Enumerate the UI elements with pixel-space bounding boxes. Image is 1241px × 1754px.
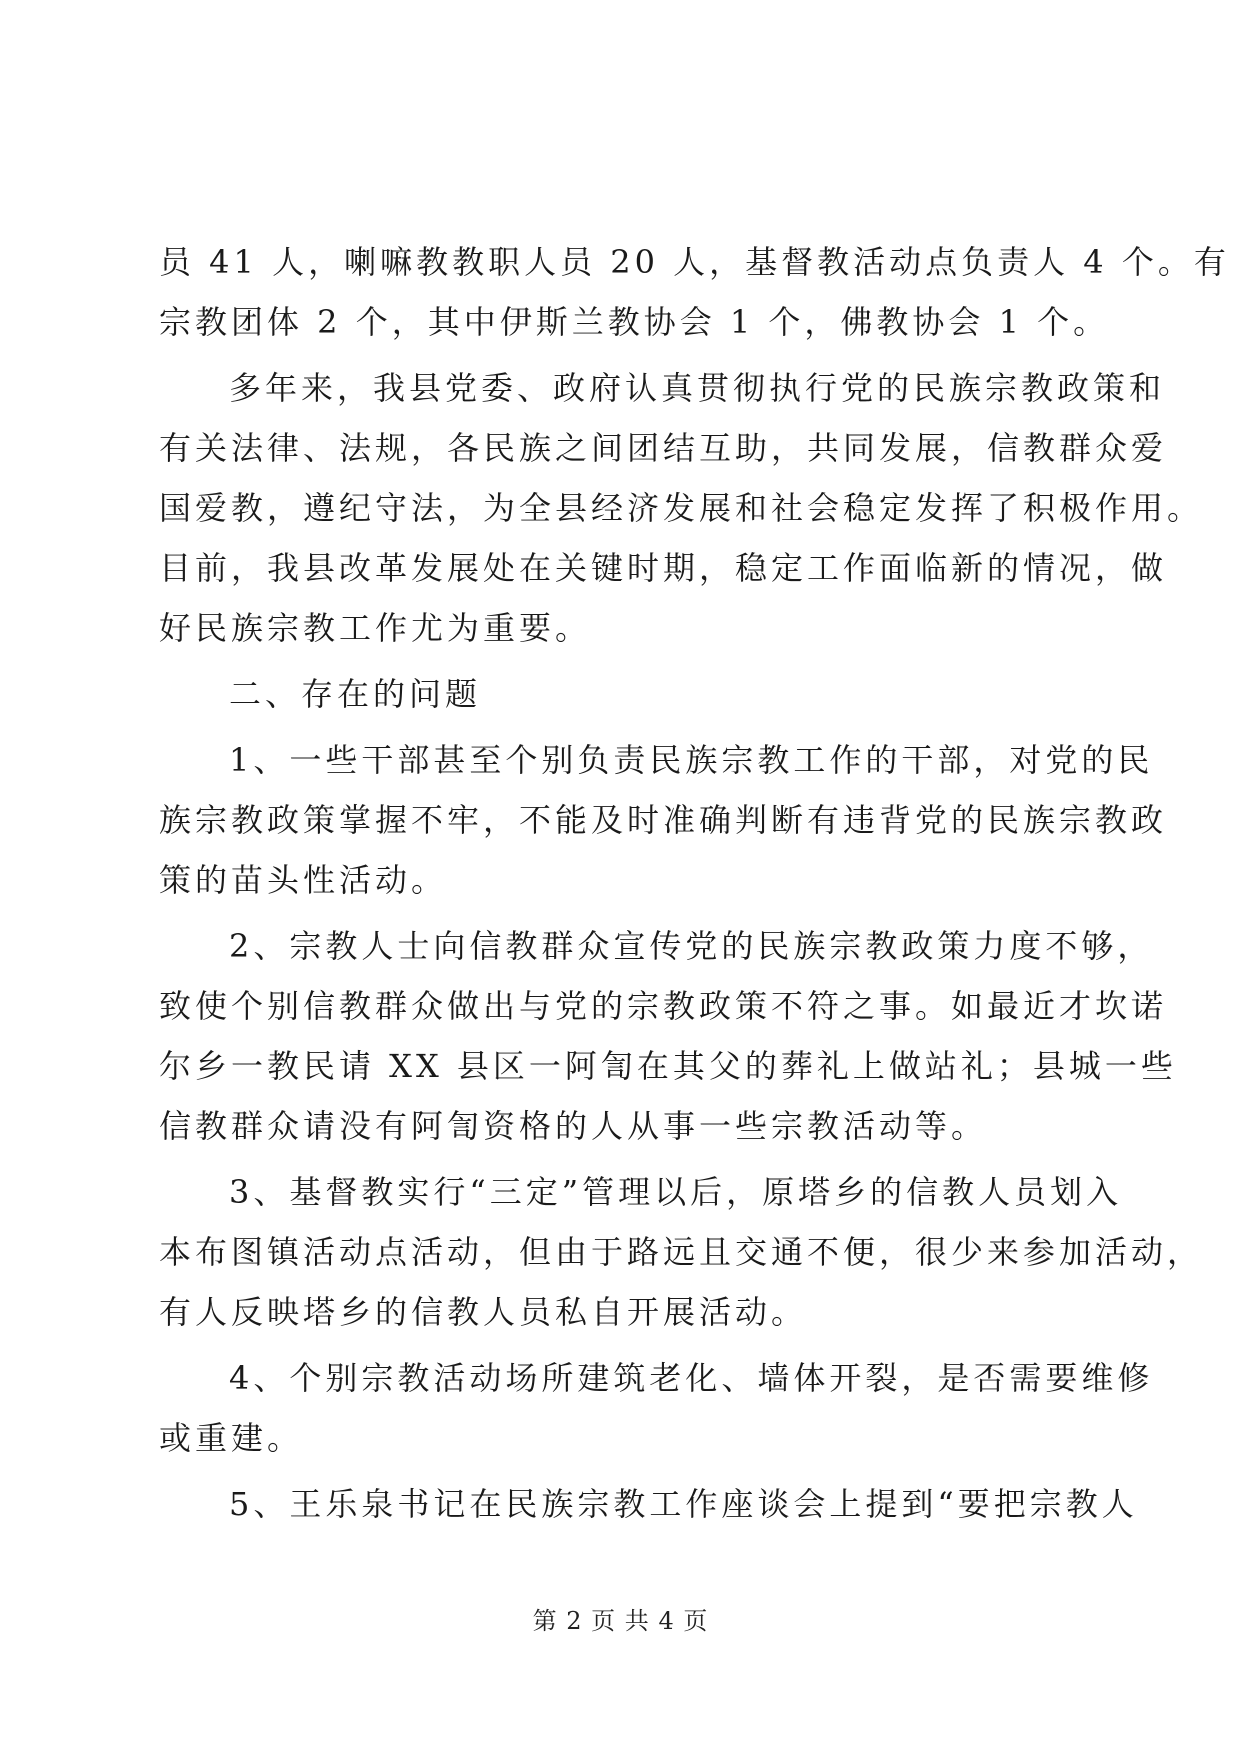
text-line: 本布图镇活动点活动，但由于路远且交通不便，很少来参加活动， (159, 1233, 1204, 1271)
paragraph (159, 1348, 1154, 1468)
text-line: 宗教团体 2 个，其中伊斯兰教协会 1 个，佛教协会 1 个。 (159, 303, 1110, 341)
paragraph (159, 1474, 1138, 1534)
text-line: 4、个别宗教活动场所建筑老化、墙体开裂，是否需要维修 (229, 1359, 1154, 1397)
text-line: 致使个别信教群众做出与党的宗教政策不符之事。如最近才坎诺 (159, 987, 1168, 1025)
text-line: 策的苗头性活动。 (159, 861, 448, 899)
text-line: 尔乡一教民请 XX 县区一阿訇在其父的葬礼上做站礼；县城一些 (159, 1047, 1177, 1085)
text-line: 员 41 人，喇嘛教教职人员 20 人，基督教活动点负责人 4 个。有 (159, 243, 1230, 281)
paragraph (159, 232, 1230, 352)
paragraph (159, 916, 1177, 1156)
text-line: 有人反映塔乡的信教人员私自开展活动。 (159, 1293, 808, 1331)
paragraph (159, 664, 1087, 724)
text-line: 国爱教，遵纪守法，为全县经济发展和社会稳定发挥了积极作用。 (159, 489, 1204, 527)
text-line: 3、基督教实行“三定”管理以后，原塔乡的信教人员划入 (229, 1173, 1123, 1211)
text-line: 二、存在的问题 (229, 675, 482, 713)
text-line: 或重建。 (159, 1419, 304, 1457)
text-line: 1、一些干部甚至个别负责民族宗教工作的干部，对党的民 (229, 741, 1154, 779)
page-footer: 第 2 页 共 4 页 (532, 1607, 709, 1635)
paragraph (159, 358, 1204, 658)
text-line: 好民族宗教工作尤为重要。 (159, 609, 592, 647)
text-line: 5、王乐泉书记在民族宗教工作座谈会上提到“要把宗教人 (229, 1485, 1138, 1523)
paragraph (159, 1162, 1204, 1342)
text-line: 有关法律、法规，各民族之间团结互助，共同发展，信教群众爱 (159, 429, 1168, 467)
text-line: 2、宗教人士向信教群众宣传党的民族宗教政策力度不够， (229, 927, 1154, 965)
text-line: 多年来，我县党委、政府认真贯彻执行党的民族宗教政策和 (229, 369, 1166, 407)
paragraph (159, 730, 1168, 910)
text-line: 信教群众请没有阿訇资格的人从事一些宗教活动等。 (159, 1107, 988, 1145)
text-line: 目前，我县改革发展处在关键时期，稳定工作面临新的情况，做 (159, 549, 1168, 587)
document-body (159, 232, 1230, 1534)
text-line: 族宗教政策掌握不牢，不能及时准确判断有违背党的民族宗教政 (159, 801, 1168, 839)
